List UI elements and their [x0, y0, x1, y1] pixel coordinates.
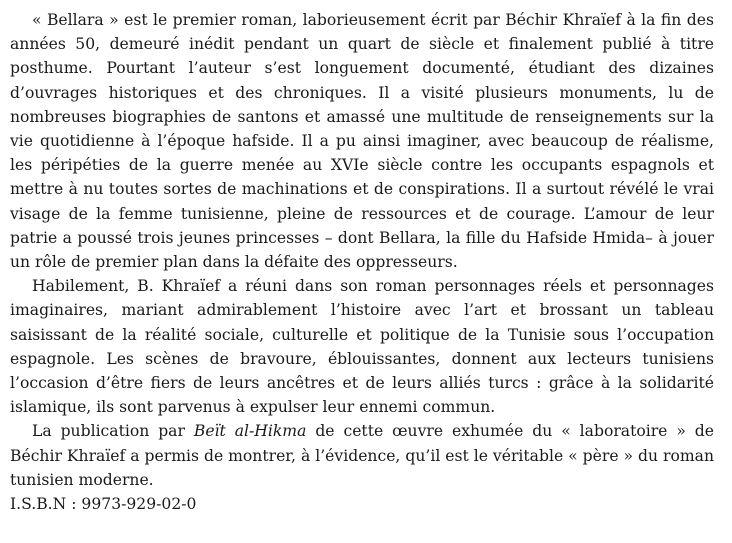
paragraph-summary: « Bellara » est le premier roman, laborieusement écrit par Béchir Khraïef à la fin des années 50, demeuré inédit pendant un quart de siècle et finalement publié à titre posthume. Pourtant l’auteur s’est longuement documenté, étudiant des dizaines d’ouvrages historiques et des chroniques. Il a visité plusieurs monuments, lu de nombreuses biographies de santons et amassé une multitude de renseignements sur la vie quotidienne à l’époque hafside. Il a pu ainsi imaginer, avec beaucoup de réalisme, les péripéties de la guerre menée au XVIe siècle contre les occupants espagnols et mettre à nu toutes sortes de machinations et de conspirations. Il a surtout révélé le vrai visage de la femme tunisienne, pleine de ressources et de courage. L’amour de leur patrie a poussé trois jeunes princesses – dont Bellara, la fille du Hafside Hmida– à jouer un rôle de premier plan dans la défaite des oppresseurs. [10, 11, 714, 272]
publisher-name: Beït al-Hikma [193, 422, 307, 441]
paragraph-publication [10, 419, 714, 492]
isbn-line: I.S.B.N : 9973-929-02-0 [10, 495, 197, 514]
paragraph-characters: Habilement, B. Khraïef a réuni dans son roman personnages réels et personnages imaginaires, mariant admirablement l’histoire avec l’art et brossant un tableau saisissant de la réalité sociale, culturelle et politique de la Tunisie sous l’occupation espagnole. Les scènes de bravoure, éblouissantes, donnent aux lecteurs tunisiens l’occasion d’être fiers de leurs ancêtres et de leurs alliés turcs : grâce à la solidarité islamique, ils sont parvenus à expulser leur ennemi commun. [10, 277, 714, 417]
back-cover-text [10, 8, 714, 516]
publication-text-after: de cette œuvre exhumée du « laboratoire » de Béchir Khraïef a permis de montrer, à l’évidence, qu’il est le véritable « père » du roman tunisien moderne. [10, 422, 715, 489]
publication-text-before: La publication par [32, 422, 194, 441]
